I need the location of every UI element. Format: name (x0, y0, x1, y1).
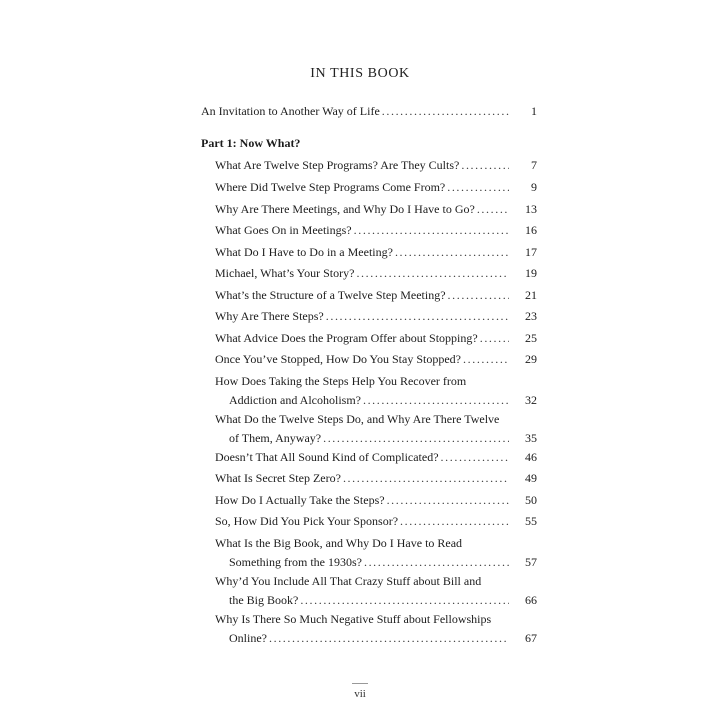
toc-entry-title: What’s the Structure of a Twelve Step Meeting? (215, 288, 446, 302)
dot-leader (356, 266, 509, 281)
toc-entry (201, 266, 537, 281)
toc-entry-title-line2: Something from the 1930s? (229, 555, 362, 569)
toc-entry-page: 57 (525, 555, 537, 569)
dot-leader (363, 393, 509, 408)
dot-leader (354, 223, 509, 238)
toc-entry-title-line1: What Is the Big Book, and Why Do I Have to Read (215, 536, 463, 550)
toc-entry (201, 202, 537, 217)
toc-entry-title: What Are Twelve Step Programs? Are They Cults? (215, 158, 460, 172)
toc-entry-title: What Advice Does the Program Offer about Stopping? (215, 331, 478, 345)
toc-entry-title-line1: What Do the Twelve Steps Do, and Why Are There Twelve (215, 412, 500, 426)
toc-entry (201, 374, 537, 408)
toc-entry (201, 612, 537, 646)
toc-entry-page: 32 (525, 393, 537, 407)
dot-leader (387, 493, 509, 508)
toc-entry-title: How Do I Actually Take the Steps? (215, 493, 385, 507)
toc-entry (201, 536, 537, 570)
toc-entry-title-line1: How Does Taking the Steps Help You Recover from (215, 374, 467, 388)
page-heading: IN THIS BOOK (310, 66, 410, 81)
dot-leader (326, 309, 509, 324)
toc-entry-page: 9 (531, 180, 537, 194)
toc-entry (201, 223, 537, 238)
dot-leader (461, 158, 509, 173)
toc-entry-title-line2: Online? (229, 631, 267, 645)
toc-entry-title: Why Are There Meetings, and Why Do I Have to Go? (215, 202, 475, 216)
toc-entry-title: So, How Did You Pick Your Sponsor? (215, 514, 399, 528)
toc-entry-title: An Invitation to Another Way of Life (201, 104, 380, 118)
dot-leader (382, 104, 509, 119)
toc-entry-page: 66 (525, 593, 537, 607)
dot-leader (395, 245, 509, 260)
toc-entry-page: 49 (525, 471, 537, 485)
dot-leader (447, 180, 509, 195)
dot-leader (448, 288, 509, 303)
dot-leader (300, 593, 509, 608)
toc-entry-page: 55 (525, 514, 537, 528)
toc-entry-title-line2: the Big Book? (229, 593, 299, 607)
toc-entry-title-line2: Addiction and Alcoholism? (229, 393, 361, 407)
dot-leader (343, 471, 509, 486)
toc-entry-page: 7 (531, 158, 537, 172)
toc-entry-page: 50 (525, 493, 537, 507)
toc-entry (201, 493, 537, 508)
toc-entry (201, 352, 537, 367)
toc-entry-title: What Goes On in Meetings? (215, 223, 352, 237)
dot-leader (441, 450, 509, 465)
toc-entry-title-line2: of Them, Anyway? (229, 431, 322, 445)
dot-leader (463, 352, 509, 367)
dot-leader (269, 631, 509, 646)
part-heading: Part 1: Now What? (201, 136, 301, 150)
toc-entry (201, 574, 537, 608)
toc-entry-title: Where Did Twelve Step Programs Come From? (215, 180, 446, 194)
dot-leader (323, 431, 509, 446)
toc-entry-page: 13 (525, 202, 537, 216)
toc-entry-page: 67 (525, 631, 537, 645)
toc-entry (201, 180, 537, 195)
dot-leader (477, 202, 509, 217)
toc-entry-page: 25 (525, 331, 537, 345)
toc-entry-title-line1: Why Is There So Much Negative Stuff about Fellowships (215, 612, 492, 626)
toc-entry-page: 16 (525, 223, 537, 237)
toc-intro-entry (201, 104, 537, 119)
toc-entry-title: Once You’ve Stopped, How Do You Stay Stopped? (215, 352, 462, 366)
toc-entry-title: Doesn’t That All Sound Kind of Complicated? (215, 450, 439, 464)
toc-entry (201, 331, 537, 346)
toc-entry-title: What Do I Have to Do in a Meeting? (215, 245, 393, 259)
toc-entry-page: 35 (525, 431, 537, 445)
dot-leader (400, 514, 509, 529)
toc-entry (201, 471, 537, 486)
toc-entry (201, 309, 537, 324)
toc-entry-title: Michael, What’s Your Story? (215, 266, 355, 280)
toc-entry-title: Why Are There Steps? (215, 309, 324, 323)
dot-leader (480, 331, 509, 346)
toc-entry (201, 288, 537, 303)
toc-entry (201, 412, 537, 446)
toc-entry-title: What Is Secret Step Zero? (215, 471, 341, 485)
toc-entry-title-line1: Why’d You Include All That Crazy Stuff about Bill and (215, 574, 482, 588)
toc-entry-page: 19 (525, 266, 537, 280)
toc-entry-page: 17 (525, 245, 537, 259)
toc-entry (201, 514, 537, 529)
toc-entry (201, 245, 537, 260)
footer-rule (352, 683, 368, 684)
toc-entry-page: 46 (525, 450, 537, 464)
toc-entry-page: 21 (525, 288, 537, 302)
toc-entry (201, 450, 537, 465)
toc-entry-page: 23 (525, 309, 537, 323)
toc-entry-page: 29 (525, 352, 537, 366)
dot-leader (364, 555, 509, 570)
toc-entry (201, 158, 537, 173)
toc-entry-page: 1 (531, 104, 537, 118)
page-number: vii (354, 688, 366, 700)
